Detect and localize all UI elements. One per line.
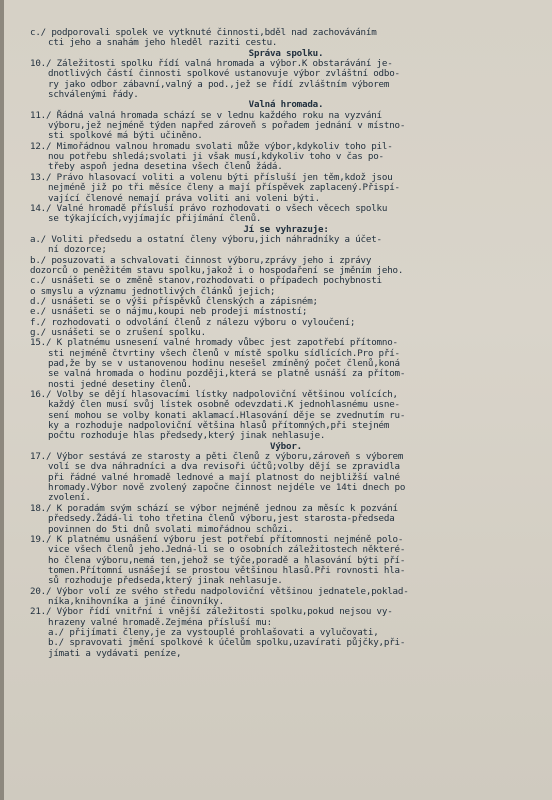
text-line: hromady.Výbor nově zvolený započne činnost nejdéle ve 14ti dnech po <box>48 482 406 494</box>
text-line: schválenými řády. <box>48 89 139 101</box>
text-line: 15./ K platnému usnesení valné hromady vůbec jest zapotřebí přítomno- <box>30 337 398 349</box>
text-line: 16./ Volby se dějí hlasovacími lístky nadpoloviční většinou volících, <box>30 389 398 401</box>
section-heading: Valná hromada. <box>248 99 324 111</box>
text-line: 11./ Řádná valná hromada schází se v lednu každého roku na vyzvání <box>30 109 382 121</box>
text-line: vající členové nemají práva voliti ani voleni býti. <box>48 192 320 204</box>
text-line: a./ přijímati členy,je za vystouplé prohlašovati a vylučovati, <box>48 626 379 638</box>
text-line: ní dozorce; <box>48 244 107 256</box>
text-line: 14./ Valné hromadě přísluší právo rozhodovati o všech věcech spolku <box>30 202 388 214</box>
text-line: f./ rozhodovati o odvolání členů z nálezu výboru o vyloučení; <box>30 316 356 328</box>
section-heading: Výbor. <box>270 440 302 452</box>
text-line: 18./ K poradám svým schází se výbor nejméně jednou za měsíc k pozvání <box>30 502 398 514</box>
text-line: počtu rozhoduje hlas předsedy,který jinak nehlasuje. <box>48 430 326 442</box>
text-line: b./ spravovati jmění spolkové k účelům spolku,uzavírati půjčky,při- <box>48 637 406 649</box>
text-line: každý člen musí svůj lístek osobně odevzdati.K jednohlasnému usne- <box>48 399 400 411</box>
text-line: b./ posuzovati a schvalovati činnost výboru,zprávy jeho i zprávy <box>30 254 372 266</box>
text-line: o smyslu a významu jednotlivých článků jejich; <box>30 285 276 297</box>
text-line: sení mohou se volby konati aklamací.Hlasování děje se zvednutím ru- <box>48 409 406 421</box>
page-edge <box>0 0 4 800</box>
text-line: hrazeny valné hromadě.Zejména přísluší mu: <box>48 616 272 628</box>
text-line: c./ podporovali spolek ve vytknuté činnosti,bděl nad zachováváním <box>30 27 377 38</box>
text-line: se valná hromada o hodinu později,která se platně usnáší za přítom- <box>48 368 406 380</box>
section-heading: Správa spolku. <box>248 47 324 59</box>
text-line: ky a rozhoduje nadpoloviční většina hlasů přítomných,při stejném <box>48 420 390 432</box>
text-line: jímati a vydávati peníze, <box>48 647 182 659</box>
text-line: zvolení. <box>48 492 91 504</box>
text-line: sti nejméně čtvrtiny všech členů v místě spolku sídlících.Pro pří- <box>48 347 400 359</box>
text-line: vice všech členů jeho.Jedná-li se o osobních záležitostech některé- <box>48 544 406 556</box>
text-line: níka,knihovníka a jiné činovníky. <box>48 595 224 607</box>
text-line: nosti jedné desetiny členů. <box>48 378 192 390</box>
section-heading: Jí se vyhrazuje: <box>243 223 329 235</box>
text-line: pad,že by se v ustanovenou hodinu nesešel zmíněný počet členů,koná <box>48 358 400 369</box>
text-line: 17./ Výbor sestává ze starosty a pěti členů z výboru,zároveň s výborem <box>30 451 404 463</box>
text-line: ry jako odbor zábavní,valný a pod.,jež se řídí zvláštním výborem <box>48 78 390 90</box>
text-line: sti spolkové má býti učiněno. <box>48 130 203 142</box>
text-line: předsedy.Žádá-li toho třetina členů výboru,jest starosta-předseda <box>48 513 395 525</box>
text-line: nou potřebu shledá;svolati ji však musí,kdykoliv toho v čas po- <box>48 151 384 163</box>
text-line: cti jeho a snahám jeho hleděl raziti cestu. <box>48 37 278 49</box>
text-line: 20./ Výbor volí ze svého středu nadpoloviční většinou jednatele,poklad- <box>30 585 409 597</box>
text-line: g./ usnášeti se o zrušení spolku. <box>30 326 206 338</box>
text-line: e./ usnášeti se o nájmu,koupi neb prodeji místností; <box>30 306 308 318</box>
text-line: 10./ Záležitosti spolku řídí valná hromada a výbor.K obstarávání je- <box>30 58 393 70</box>
text-line: nejméně již po tři měsíce členy a mají příspěvek zaplacený.Přispí- <box>48 182 400 194</box>
text-line: d./ usnášeti se o výši příspěvků členských a zápisném; <box>30 295 318 307</box>
text-line: c./ usnášeti se o změně stanov,rozhodovati o případech pochybnosti <box>30 275 382 287</box>
text-line: ho člena výboru,nemá ten,jehož se týče,poradě a hlasování býti pří- <box>48 554 406 566</box>
text-line: třeby aspoň jedna desetina všech členů žádá. <box>48 161 283 173</box>
text-line: 13./ Právo hlasovací voliti a volenu býti přísluší jen těm,kdož jsou <box>30 171 393 183</box>
text-line: dozorců o peněžitém stavu spolku,jakož i o hospodaření se jměním jeho. <box>30 264 404 276</box>
text-line: výboru,jež nejméně týden napřed zároveň s pořadem jednání v místno- <box>48 120 406 132</box>
text-line: se týkajících,vyjímajíc přijímání členů. <box>48 213 262 225</box>
text-line: dnotlivých částí činnosti spolkové ustanovuje výbor zvláštní odbo- <box>48 68 400 80</box>
text-line: volí se dva náhradníci a dva revisoři účtů;volby dějí se zpravidla <box>48 461 400 473</box>
text-line: 12./ Mimořádnou valnou hromadu svolati může výbor,kdykoliv toho pil- <box>30 140 393 152</box>
document-body <box>30 28 542 659</box>
text-line: tomen.Přítomní usnášejí se prostou většinou hlasů.Při rovnosti hla- <box>48 564 406 576</box>
text-line: při řádné valné hromadě lednové a mají platnost do nejbližší valné <box>48 471 400 483</box>
text-line: 19./ K platnému usnášení výboru jest potřebí přítomnosti nejméně polo- <box>30 533 404 545</box>
text-line: 21./ Výbor řídí vnitřní i vnější záležitosti spolku,pokud nejsou vy- <box>30 606 393 618</box>
text-line: sů rozhoduje předseda,který jinak nehlasuje. <box>48 575 283 587</box>
text-line: povinnen do 5ti dnů svolati mimořádnou schůzi. <box>48 523 294 535</box>
text-line: a./ Voliti předsedu a ostatní členy výboru,jich náhradníky a účet- <box>30 233 382 245</box>
